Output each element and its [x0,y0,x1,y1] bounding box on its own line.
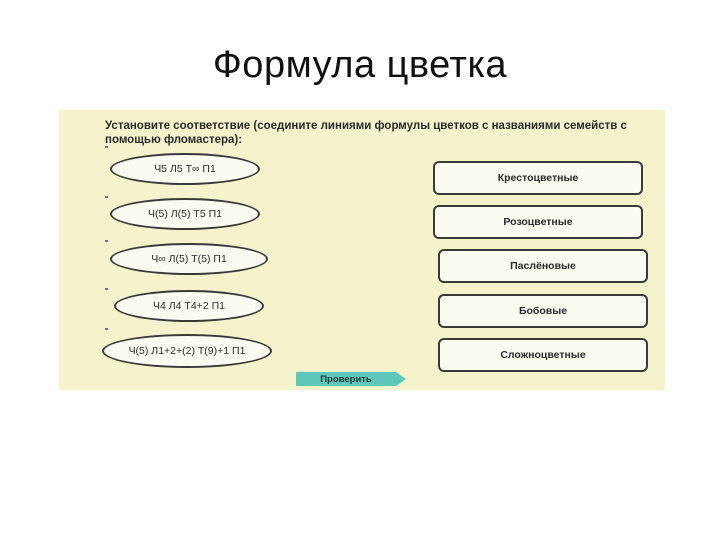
slide-title: Формула цветка [212,44,508,86]
arrow-right-icon [396,372,406,386]
task-instruction: Установите соответствие (соедините линиями формулы цветков с названиями семейств с помощью фломастера): [105,120,627,146]
family-box-3[interactable]: Паслёновые [438,249,648,283]
left-margin-dash [105,288,108,290]
formula-oval-1[interactable]: Ч5 Л5 Т∞ П1 [110,153,260,185]
left-margin-dash [105,240,108,242]
formula-oval-3[interactable]: Ч∞ Л(5) Т(5) П1 [110,243,268,275]
left-margin-dash [105,146,108,148]
left-margin-dash [105,196,108,198]
left-margin-dash [105,328,108,330]
check-button-label: Проверить [296,372,396,386]
family-box-4[interactable]: Бобовые [438,294,648,328]
exercise-panel [59,110,665,390]
family-box-2[interactable]: Розоцветные [433,205,643,239]
check-button[interactable] [296,372,410,386]
formula-oval-2[interactable]: Ч(5) Л(5) Т5 П1 [110,198,260,230]
family-box-5[interactable]: Сложноцветные [438,338,648,372]
family-box-1[interactable]: Крестоцветные [433,161,643,195]
formula-oval-4[interactable]: Ч4 Л4 Т4+2 П1 [114,290,264,322]
formula-oval-5[interactable]: Ч(5) Л1+2+(2) Т(9)+1 П1 [102,334,272,368]
